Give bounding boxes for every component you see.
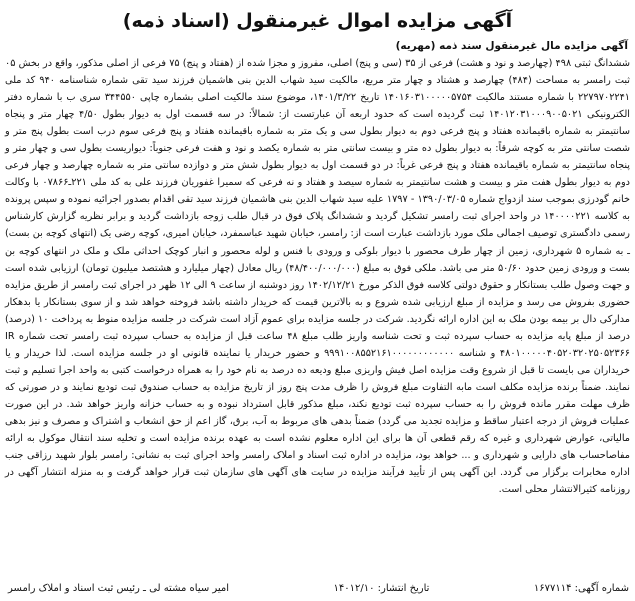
signature-line: امیر سیاه مشته لی ـ رئیس ثبت اسناد و املاک رامسر [8, 583, 230, 594]
notice-body: ششدانگ ثبتی ۴۹۸ (چهارصد و نود و هشت) فرعی از ۳۵ (سی و پنج) اصلی، مفروز و مجزا شده از (هفتاد و پنج) ۷۵ فرعی از اصلی مذکور، واقع در بخش ۰۵ ثبت رامسر به مساحت (۴۸۴) چهارصد و هشتاد و چهار متر مربع، مالکیت سید شهاب الدین بنی هاشمیان فرزند سید تقی شماره شناسنامه ۹۴۰ کد ملی ۲۲۷۹۷۰۲۲۴۱ با شماره مستند مالکیت ۱۴۰۱۶۰۳۱۰۰۰۰۰۵۷۵۴ تاریخ ۱۴۰۱/۳/۲۲، موضوع سند مالکیت اصلی بشماره چاپی ۳۴۴۵۵۰ سری ب با شماره دفتر الکترونیکی ۱۴۰۱۲۰۳۱۰۰۰۹۰۰۵۰۲۱ ثبت گردیده است که حدود اربعه آن عبارتست از: شمالاً: در سه قسمت اول به دیوار بطول ۴/۵۰ چهار متر و پنجاه سانتیمتر به شماره باقیمانده هفتاد و پنج فرعی دوم به دیوار بطول سی و یک متر به شماره باقیمانده هفتاد و پنج فرعی سوم درب است بطول پنج متر و شصت سانتی متر به کوچه شرقاً: به دیوار بطول ده متر و بیست سانتی متر به شماره یکصد و نود و هفت فرعی جنوباً: دیواریست بطول سی و چهار متر و پنجاه سانتیمتر به شماره باقیمانده هفتاد و پنج فرعی غرباً: در دو قسمت اول به دیوار بطول شش متر و دوازده سانتی متر به شماره چهارصد و چهار فرعی دوم به دیوار بطول هفت متر و بیست و هشت سانتیمتر به شماره سیصد و هفتاد و نه فرعی که سمیرا غفوریان فرزند علی به کد ملی ۲۲۱ـ۰۷۸۶۶ با وکالت خانم گودرزی بموجب سند ازدواج شماره ۱۳۹۰/۰۳/۰۵ - ۱۷۹۷ علیه سید شهاب الدین بنی هاشمیان فرزند سید تقی اقدام بصدور اجرائیه نموده و سپس پرونده به کلاسه ۱۴۰۰۰۰۲۲۱ در واحد اجرای ثبت رامسر تشکیل گردید و ششدانگ پلاک فوق در قبال طلب زوجه بازداشت گردید و برابر نظریه گزارش کارشناس رسمی دادگستری توصیف اجمالی ملک مورد بازداشت عبارت است از: رامسر، خیابان شهید عباسمفرد، خیابان امیری، کوچه رضی یک (انتهای کوچه بن بست) ـ به شماره ۵ شهرداری، زمین از چهار طرف محصور با دیوار بلوکی و ورودی با فنس و لوله محصور و انبار کوچک احداثی ملک و ملک در انتهای کوچه بن بست و ورودی زمین حدود ۵۰/۶۰ متر می باشد. ملکی فوق به مبلغ (۴۸/۴۰۰/۰۰۰/۰۰۰) ریال معادل (چهار میلیارد و هشتصد میلیون تومان) ارزیابی شده است و جهت وصول طلب بستانکار و حقوق دولتی کلاسه فوق الذکر مورخ ۱۴۰۲/۱۲/۲۱ روز دوشنبه از ساعت ۹ الی ۱۲ ظهر در اجرای ثبت رامسر از طریق مزایده حضوری بفروش می رسد و مزایده از مبلغ ارزیابی شده شروع و به بالاترین قیمت که خریدار داشته باشد فروخته خواهد شد و از سوی بستانکار یا بدهکار مدارکی دال بر بیمه بودن ملک به این اداره ارائه نگردید. شرکت در جلسه مزایده برای عموم آزاد است شرکت در جلسه مزایده منوط به پرداخت ۱۰ (درصد) درصد از مبلغ پایه مزایده به حساب سپرده ثبت و تحت شناسه واریز طلب مبلغ ۴۸ ساعت قبل از مزایده به حساب سپرده ثبت رامسر تحت شماره IR ۴۸۰۱۰۰۰۰۰۴۰۵۲۰۳۲۰۲۵۰۵۲۳۶۶ و شناسه ۹۹۹۱۰۰۸۵۵۲۱۶۱۰۰۰۰۰۰۰۰۰۰۰۰ و حضور خریدار یا نماینده قانونی او در جلسه مزایده است. لذا خریدار و یا خریداران می بایست تا قبل از شروع وقت مزایده اصل فیش واریزی مبلغ ودیعه ده درصد به نام خود را به همراه درخواست کتبی به واحد اجرا تسلیم و ثبت نمایند. ضمناً برنده مزایده مکلف است مابه التفاوت مبلغ فروش را ظرف مدت پنج روز از تاریخ مزایده به حساب صندوق ثبت تودیع نمایند و در صورتی که ظرف مهلت مقرر مانده فروش را به حساب سپرده ثبت تودیع نکند، مبلغ مذکور قابل استرداد نبوده و به حساب خزانه واریز خواهد شد. در این صورت عملیات فروش از درجه اعتبار ساقط و مزایده تجدید می گردد) ضمناً بدهی های مربوط به آب، برق، گاز اعم از حق انشعاب و اشتراک و مصرف و نیز بدهی مالیاتی، عوارض شهرداری و غیره که رقم قطعی آن ها برای این اداره معلوم نشده است به عهده برنده مزایده است و تخلیه سند انتقال موکول به ارائه مفاصاحساب های دارایی و شهرداری و ... خواهد بود، مزایده در اداره ثبت اسناد و املاک رامسر واحد اجرای ثبت به نشانی: رامسر بلوار شهید رزاقی جنب اداره مخابرات برگزار می گردد. این آگهی پس از تأیید فرآیند مزایده در سایت های آگهی های سازمان ثبت قرار خواهد گرفت و به منزله انتشار آگهی در روزنامه کثیرالانتشار محلی است. [5, 58, 631, 496]
notice-subtitle: آگهی مزایده مال غیرمنقول سند ذمه (مهریه) [395, 40, 628, 52]
publish-date: تاریخ انتشار: ۱۴۰۱۲/۱۰ [333, 583, 430, 594]
notice-number: شماره آگهی: ۱۶۷۷۱۱۴ [533, 583, 629, 594]
notice-title: آگهی مزایده اموال غیرمنقول (اسناد ذمه) [122, 10, 513, 32]
notice-footer [8, 581, 629, 597]
